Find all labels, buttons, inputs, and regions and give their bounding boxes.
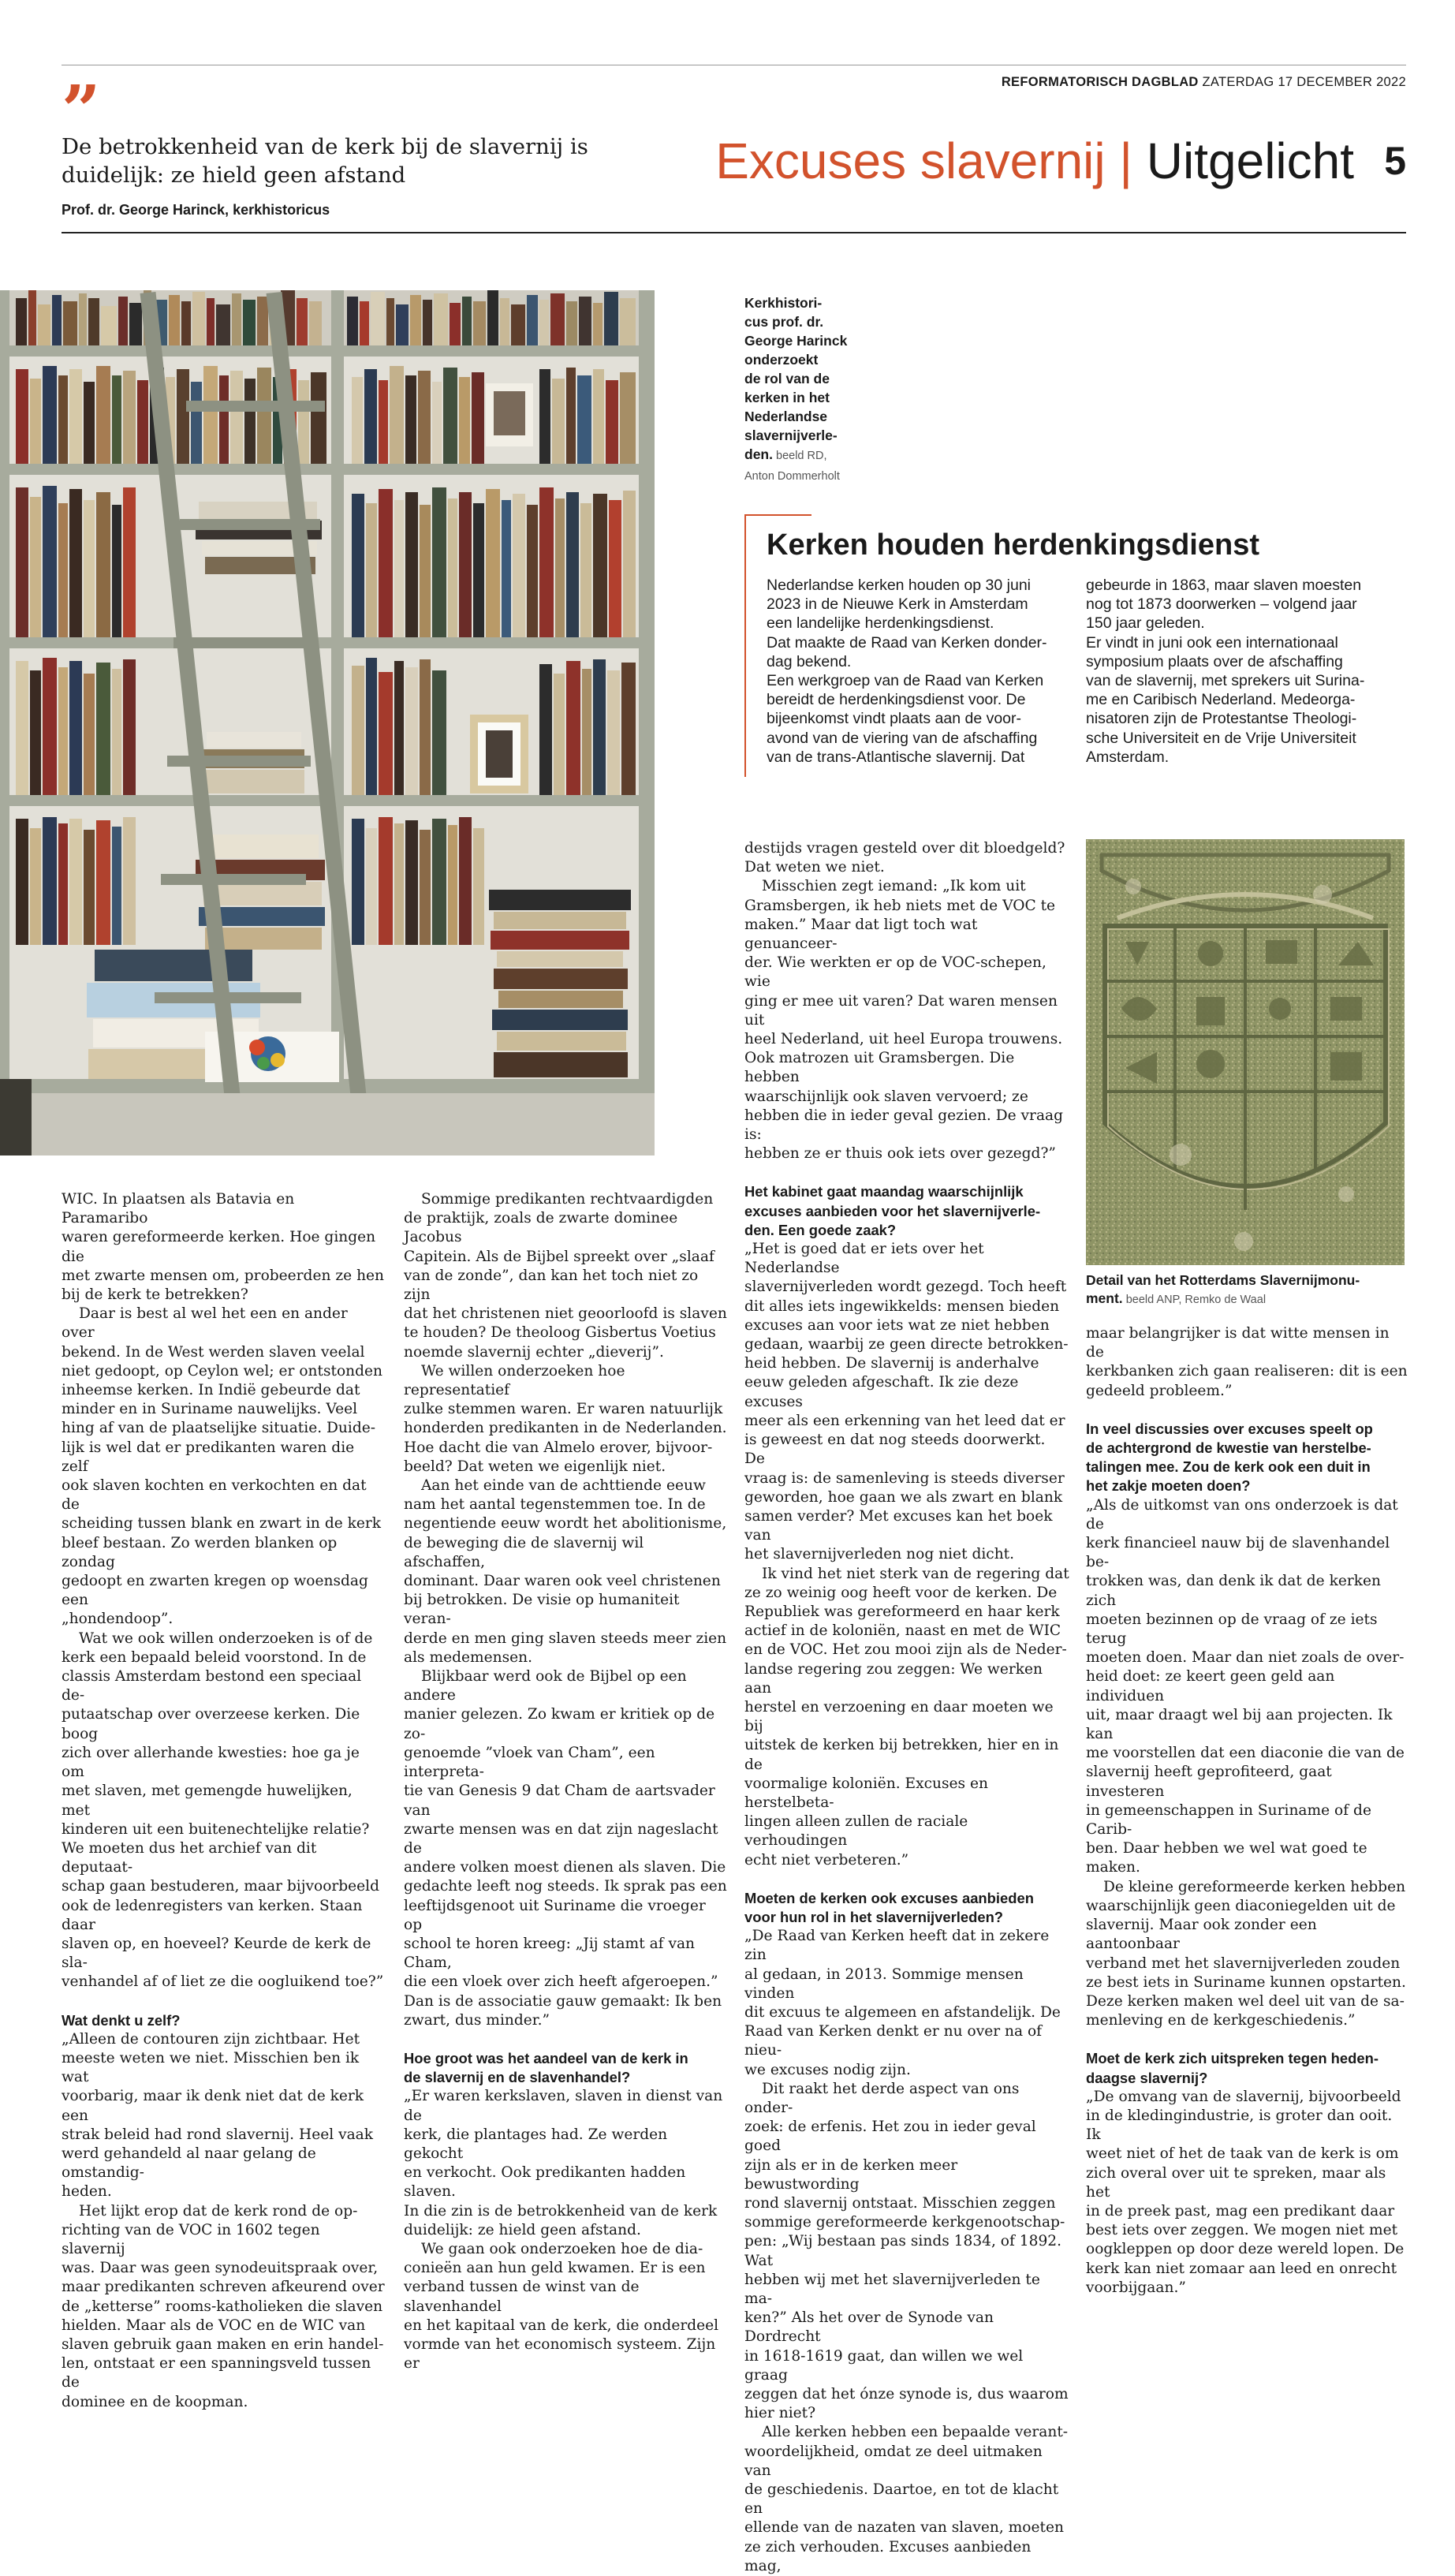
article-paragraph: WIC. In plaatsen als Batavia en Paramaribo waren gereformeerde kerken. Hoe gingen die met zwarte mensen om, probeerden ze hen bij de kerk te betrekken?	[62, 1191, 385, 1304]
section-title-separator: |	[1119, 133, 1132, 189]
publication-date: ZATERDAG 17 DECEMBER 2022	[1202, 75, 1406, 89]
article-subheading: Moet de kerk zich uitspreken tegen heden- daagse slavernij?	[1086, 2050, 1379, 2086]
section-title	[715, 126, 1354, 196]
article-paragraph: „De omvang van de slavernij, bijvoorbeeld in de kledingindustrie, is groter dan ooit. Ik weet niet of het de taak van de kerk is om zich overal over uit te spreken, maar als het in de preek past, mag een predikant daar best iets over zeggen. We mogen niet met oogkleppen op door deze wereld lopen. De kerk kan niet zomaar aan leed en onrecht voorbijgaan.”	[1086, 2088, 1405, 2296]
section-title-category: Uitgelicht	[1146, 133, 1354, 189]
box-column-2: gebeurde in 1863, maar slaven moesten nog tot 1873 doorwerken – volgend jaar 150 jaar geleden. Er vindt in juni ook een internationaal symposium plaats over de afschaffing van de slavernij, met sprekers uit Surina- me en Caribisch Nederland. Medeorga- nisatoren zijn de Protestantse Theologi- sche Universiteit en de Vrije Universiteit Amsterdam.	[1086, 577, 1365, 766]
monument-caption	[1086, 1271, 1409, 1309]
article-paragraph: Wat we ook willen onderzoeken is of de kerk een bepaald beleid voorstond. In de classis Amsterdam bestond een speciaal de- putaatschap over overzeese kerken. Die boog zich over allerhande kwesties: hoe ga je om met slaven, met gemengde huwelijken, met kinderen uit een buitenechtelijke relatie? We moeten dus het archief van dit deputaat- schap gaan bestuderen, maar bijvoorbeeld ook de ledenregisters van kerken. Staan daar slaven op, en hoeveel? Keurde de kerk de sla- venhandel af of liet ze die oogluikend toe?”	[62, 1630, 384, 1991]
slavery-monument-photo	[1086, 839, 1405, 1265]
pull-quote: De betrokkenheid van de kerk bij de slavernij is duidelijk: ze hield geen afstand	[62, 134, 588, 188]
article-paragraph: maar belangrijker is dat witte mensen in de kerkbanken zich gaan realiseren: dit is een gedeeld probleem.”	[1086, 1325, 1408, 1399]
article-subheading: In veel discussies over excuses speelt op de achtergrond de kwestie van herstelbe- talingen mee. Zou de kerk ook een duit in het zakje moeten doen?	[1086, 1420, 1373, 1495]
article-paragraph: Misschien zegt iemand: „Ik kom uit Gramsbergen, ik heb niets met de VOC te maken.” Maar dat ligt toch wat genuanceer- der. Wie werkten er op de VOC-schepen, wie ging er mee uit varen? Dat waren mensen uit heel Nederland, uit heel Europa trouwens. Ook matrozen uit Gramsbergen. Die hebben waarschijnlijk ook slaven vervoerd; ze hebben die in ieder geval gezien. De vraag is: hebben ze er thuis ook iets over gezegd?”	[744, 878, 1064, 1163]
box-bracket-side	[744, 514, 746, 777]
article-paragraph: We willen onderzoeken hoe representatief zulke stemmen waren. Er waren natuurlijk honderden predikanten in de Nederlanden. Hoe dacht die van Almelo erover, bijvoor- beeld? Dat weten we eigenlijk niet.	[404, 1362, 727, 1475]
article-column-1	[62, 1190, 385, 2412]
box-column-1: Nederlandse kerken houden op 30 juni 2023 in de Nieuwe Kerk in Amsterdam een landelijke herdenkingsdienst. Dat maakte de Raad van Kerken donder- dag bekend. Een werkgroep van de Raad van Kerken bereidt de herdenkingsdienst voor. De bijeenkomst vindt plaats aan de voor- avond van de viering van de afschaffing van de trans-Atlantische slavernij. Dat	[767, 577, 1047, 766]
article-paragraph: „Als de uitkomst van ons onderzoek is dat de kerk financieel nauw bij de slavenhandel be- trokken was, dan denk ik dat de kerken zich moeten bezinnen op de vraag of ze iets terug moeten doen. Maar dan niet zoals de over- heid doet: ze keert geen geld aan individuen uit, maar draagt wel bij aan projecten. Ik kan me voorstellen dat een diaconie die van de slavernij heeft geprofiteerd, gaat investeren in gemeenschappen in Suriname of de Carib- ben. Daar hebben we wel wat goed te maken.	[1086, 1496, 1405, 1876]
pull-quote-author: Prof. dr. George Harinck, kerkhistoricus	[62, 202, 330, 218]
article-subheading: Wat denkt u zelf?	[62, 2011, 181, 2029]
photo-caption-text: Kerkhistori- cus prof. dr. George Harinck onderzoekt de rol van de kerken in het Nederlandse slavernijverle- den.	[744, 295, 848, 462]
article-paragraph: Alle kerken hebben een bepaalde verant- woordelijkheid, omdat ze deel uitmaken van de geschiedenis. Daartoe, en tot de klacht en ellende van de nazaten van slaven, moeten ze zich verhouden. Excuses aanbieden mag,	[744, 2424, 1069, 2574]
quote-mark-icon: ”	[62, 71, 101, 151]
article-subheading: Het kabinet gaat maandag waarschijnlijk excuses aanbieden voor het slavernijverle- den. Een goede zaak?	[744, 1183, 1041, 1238]
article-paragraph: „Er waren kerkslaven, slaven in dienst van de kerk, die plantages had. Ze werden gekocht en verkocht. Ook predikanten hadden slaven. In die zin is de betrokkenheid van de kerk duidelijk: ze hield geen afstand.	[404, 2088, 723, 2238]
article-column-4	[1086, 1324, 1409, 2298]
article-paragraph: Blijkbaar werd ook de Bijbel op een andere manier gelezen. Zo kwam er kritiek op de zo- genoemde ”vloek van Cham”, een interpreta- tie van Genesis 9 dat Cham de aartsvader van zwarte mensen was en dat zijn nageslacht de andere volken moest dienen als slaven. Die gedachte leeft nog steeds. Ik sprak pas een leeftijdsgenoot uit Suriname die vroeger op school te horen kreeg: „Jij stamt af van Cham, die een vloek over zich heeft afgeroepen.” Dan is de associatie gauw gemaakt: Ik ben zwart, dus minder.”	[404, 1668, 727, 2029]
article-column-2	[404, 1190, 727, 2373]
newspaper-name: REFORMATORISCH DAGBLAD	[1001, 75, 1199, 89]
article-paragraph: Sommige predikanten rechtvaardigden de praktijk, zoals de zwarte dominee Jacobus Capitein. Als de Bijbel spreekt over „slaaf van de zonde”, dan kan het toch niet zo zijn dat het christenen niet geoorloofd is slaven te houden? De theoloog Gisbertus Voetius noemde slavernij echter „dieverij”.	[404, 1191, 727, 1361]
monument-credit: beeld ANP, Remko de Waal	[1122, 1294, 1267, 1306]
article-paragraph: Ik vind het niet sterk van de regering dat ze zo weinig oog heeft voor de kerken. De Republiek was gereformeerd en haar kerk actief in de koloniën, naast en met de WIC en de VOC. Het zou mooi zijn als de Neder- landse regering zou zeggen: We werken aan herstel en verzoening en daar moeten we bij uitstek de kerken bij betrekken, hier en in de voormalige koloniën. Excuses en herstelbeta- lingen alleen zullen de raciale verhoudingen echt niet verbeteren.”	[744, 1565, 1069, 1869]
article-paragraph: De kleine gereformeerde kerken hebben waarschijnlijk geen diaconiegelden uit de slavernij. Maar ook zonder een aantoonbaar verband met het slavernijverleden zouden ze best iets in Suriname kunnen opstarten. Deze kerken maken wel deel uit van de sa- menleving en de kerkgeschiedenis.”	[1086, 1878, 1406, 2029]
header-bottom-rule	[62, 232, 1406, 233]
article-subheading: Hoe groot was het aandeel van de kerk in de slavernij en de slavenhandel?	[404, 2049, 688, 2086]
article-paragraph: „De Raad van Kerken heeft dat in zekere zin al gedaan, in 2013. Sommige mensen vinden dit excuus te algemeen en afstandelijk. De Raad van Kerken denkt er nu over na of nieu- we excuses nodig zijn.	[744, 1928, 1061, 2078]
photo-credit: beeld RD, Anton Dommerholt	[744, 450, 840, 483]
box-title: Kerken houden herdenkingsdienst	[767, 528, 1259, 562]
box-bracket-top	[744, 514, 811, 516]
section-title-topic: Excuses slavernij	[715, 133, 1106, 189]
article-paragraph: Dit raakt het derde aspect van ons onder- zoek: de erfenis. Het zou in ieder geval goed zijn als er in de kerken meer bewustwording rond slavernij ontstaat. Misschien zeggen sommige gereformeerde kerkgenootschap- pen: „Wij bestaan pas sinds 1834, of 1892. Wat hebben wij met het slavernijverleden te ma- ken?” Als het over de Synode van Dordrecht in 1618-1619 gaat, dan willen we wel graag zeggen dat het ónze synode is, dus waarom hier niet?	[744, 2080, 1069, 2422]
article-paragraph: Aan het einde van de achttiende eeuw nam het aantal tegenstemmen toe. In de negentiende eeuw wordt het abolitionisme, de beweging die de slavernij wil afschaffen, dominant. Daar waren ook veel christenen bij betrokken. De visie op humaniteit veran- derde en men ging slaven steeds meer zien als medemensen.	[404, 1477, 727, 1666]
page-number: 5	[1384, 139, 1406, 183]
masthead	[1002, 75, 1406, 90]
monument-caption-text: Detail van het Rotterdams Slavernijmonu- ment.	[1086, 1272, 1360, 1306]
article-paragraph: destijds vragen gesteld over dit bloedgeld? Dat weten we niet.	[744, 840, 1065, 876]
bookcase-photo	[0, 290, 655, 1155]
article-paragraph: Daar is best al wel het een en ander over bekend. In de West werden slaven veelal niet gedoopt, op Ceylon wel; er ontstonden inheemse kerken. In Indië gebeurde dat minder en in Suriname nauwelijks. Veel hing af van de plaatselijke situatie. Duide- lijk is wel dat er predikanten waren die zelf ook slaven kochten en verkochten en dat de scheiding tussen blank en zwart in de kerk bleef bestaan. Zo werden blanken op zondag gedoopt en zwarten kregen op woensdag een „hondendoop”.	[62, 1305, 383, 1628]
article-paragraph: We gaan ook onderzoeken hoe de dia- conieën aan hun geld kwamen. Er is een verband tussen de winst van de slavenhandel en het kapitaal van de kerk, die onderdeel vormde van het economisch systeem. Zijn er	[404, 2240, 719, 2373]
article-paragraph: „Alleen de contouren zijn zichtbaar. Het meeste weten we niet. Misschien ben ik wat voorbarig, maar ik denk niet dat de kerk een strak beleid had rond slavernij. Heel vaak werd gehandeld al naar gelang de omstandig- heden.	[62, 2030, 374, 2201]
article-column-3	[744, 839, 1069, 2576]
photo-caption	[744, 293, 879, 486]
article-subheading: Moeten de kerken ook excuses aanbieden voor hun rol in het slavernijverleden?	[744, 1889, 1034, 1925]
article-paragraph: „Het is goed dat er iets over het Nederlandse slavernijverleden wordt gezegd. Toch heeft dit alles iets ingewikkelds: mensen bieden excuses aan voor iets wat ze niet hebben gedaan, waarbij ze geen directe betrokken- heid hebben. De slavernij is anderhalve eeuw geleden afgeschaft. Ik zie deze excuses meer als een erkenning van het leed dat er is geweest en dat nog steeds doorwerkt. De vraag is: de samenleving is steeds diverser geworden, hoe gaan we als zwart en blank samen verder? Met excuses kan het boek van het slavernijverleden nog niet dicht.	[744, 1241, 1069, 1563]
article-paragraph: Het lijkt erop dat de kerk rond de op- richting van de VOC in 1602 tegen slavernij was. Daar was geen synodeuitspraak over, maar predikanten schreven afkeurend over de „ketterse” rooms-katholieken die slaven hielden. Maar als de VOC en de WIC van slaven gebruik gaan maken en erin handel- len, ontstaat er een spanningsveld tussen de dominee en de koopman.	[62, 2202, 385, 2410]
